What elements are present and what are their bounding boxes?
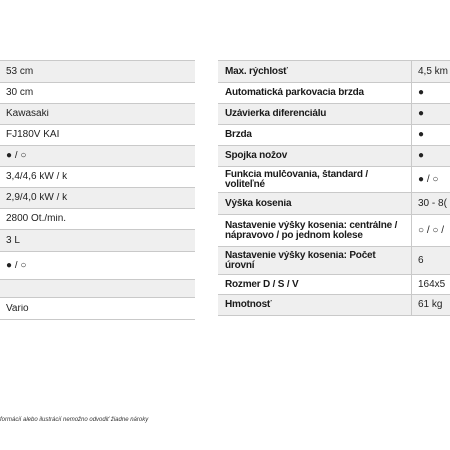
spec-value: 2800 Ot./min. <box>6 214 67 224</box>
spec-value: Vario <box>6 303 29 314</box>
spec-row <box>218 192 450 214</box>
spec-row <box>218 274 450 294</box>
spec-value-row <box>0 82 195 103</box>
spec-label: Spojka nožov <box>225 151 288 161</box>
spec-value-row <box>0 229 195 251</box>
spec-label: Výška kosenia <box>225 198 292 209</box>
spec-value: 4,5 km <box>411 61 450 82</box>
spec-value: 61 kg <box>411 295 450 315</box>
spec-label: Automatická parkovacia brzda <box>225 88 364 98</box>
spec-label: Rozmer D / Š / V <box>225 279 299 290</box>
spec-value: ● <box>411 146 450 166</box>
spec-row <box>218 294 450 316</box>
spec-value: Kawasaki <box>6 109 49 119</box>
spec-row <box>218 214 450 246</box>
spec-value: 3,4/4,6 kW / k <box>6 172 68 182</box>
spec-label: Hmotnosť <box>225 300 272 310</box>
spec-value: 53 cm <box>6 66 34 77</box>
spec-value: ○ / ○ / <box>411 215 450 246</box>
spec-value: ● / ○ <box>6 151 27 161</box>
spec-row <box>218 124 450 145</box>
disclaimer-footnote: formácií alebo ilustrácií nemožno odvodiť žiadne nároky <box>0 417 149 423</box>
spec-value: 2,9/4,0 kW / k <box>6 193 68 203</box>
spec-label: Nastavenie výšky kosenia: Počet úrovní <box>225 250 376 271</box>
spec-value-row <box>0 187 195 208</box>
spec-label: Brzda <box>225 130 252 140</box>
spec-value: 30 cm <box>6 88 34 98</box>
spec-value-row <box>0 103 195 124</box>
spec-row <box>218 246 450 274</box>
spec-row <box>218 166 450 192</box>
spec-value: ● / ○ <box>411 167 450 192</box>
spec-value-row <box>0 297 195 320</box>
spec-row <box>218 82 450 103</box>
spec-value: ● / ○ <box>6 260 27 271</box>
spec-value: ● <box>411 104 450 124</box>
spec-label: Max. rýchlosť <box>225 66 288 77</box>
spec-value-row <box>0 251 195 279</box>
spec-value: ● <box>411 125 450 145</box>
spec-row <box>218 60 450 82</box>
spec-value: 6 <box>411 247 450 274</box>
spec-label: Nastavenie výšky kosenia: centrálne / nápravovo / po jednom kolese <box>225 220 398 241</box>
spec-value-row <box>0 145 195 166</box>
spec-value-row <box>0 60 195 82</box>
spec-row <box>218 103 450 124</box>
spec-value: FJ180V KAI <box>6 130 60 140</box>
spec-row <box>218 145 450 166</box>
spec-value-row <box>0 124 195 145</box>
spec-label: Funkcia mulčovania, štandard / voliteľné <box>225 169 368 190</box>
spec-value: 30 - 8( <box>411 193 450 214</box>
spec-label: Uzávierka diferenciálu <box>225 109 327 119</box>
spec-value: 164x5 <box>411 275 450 294</box>
spec-value: ● <box>411 83 450 103</box>
spec-value-row <box>0 279 195 297</box>
spec-value-row <box>0 166 195 187</box>
spec-value: 3 L <box>6 235 20 246</box>
spec-value-row <box>0 208 195 229</box>
